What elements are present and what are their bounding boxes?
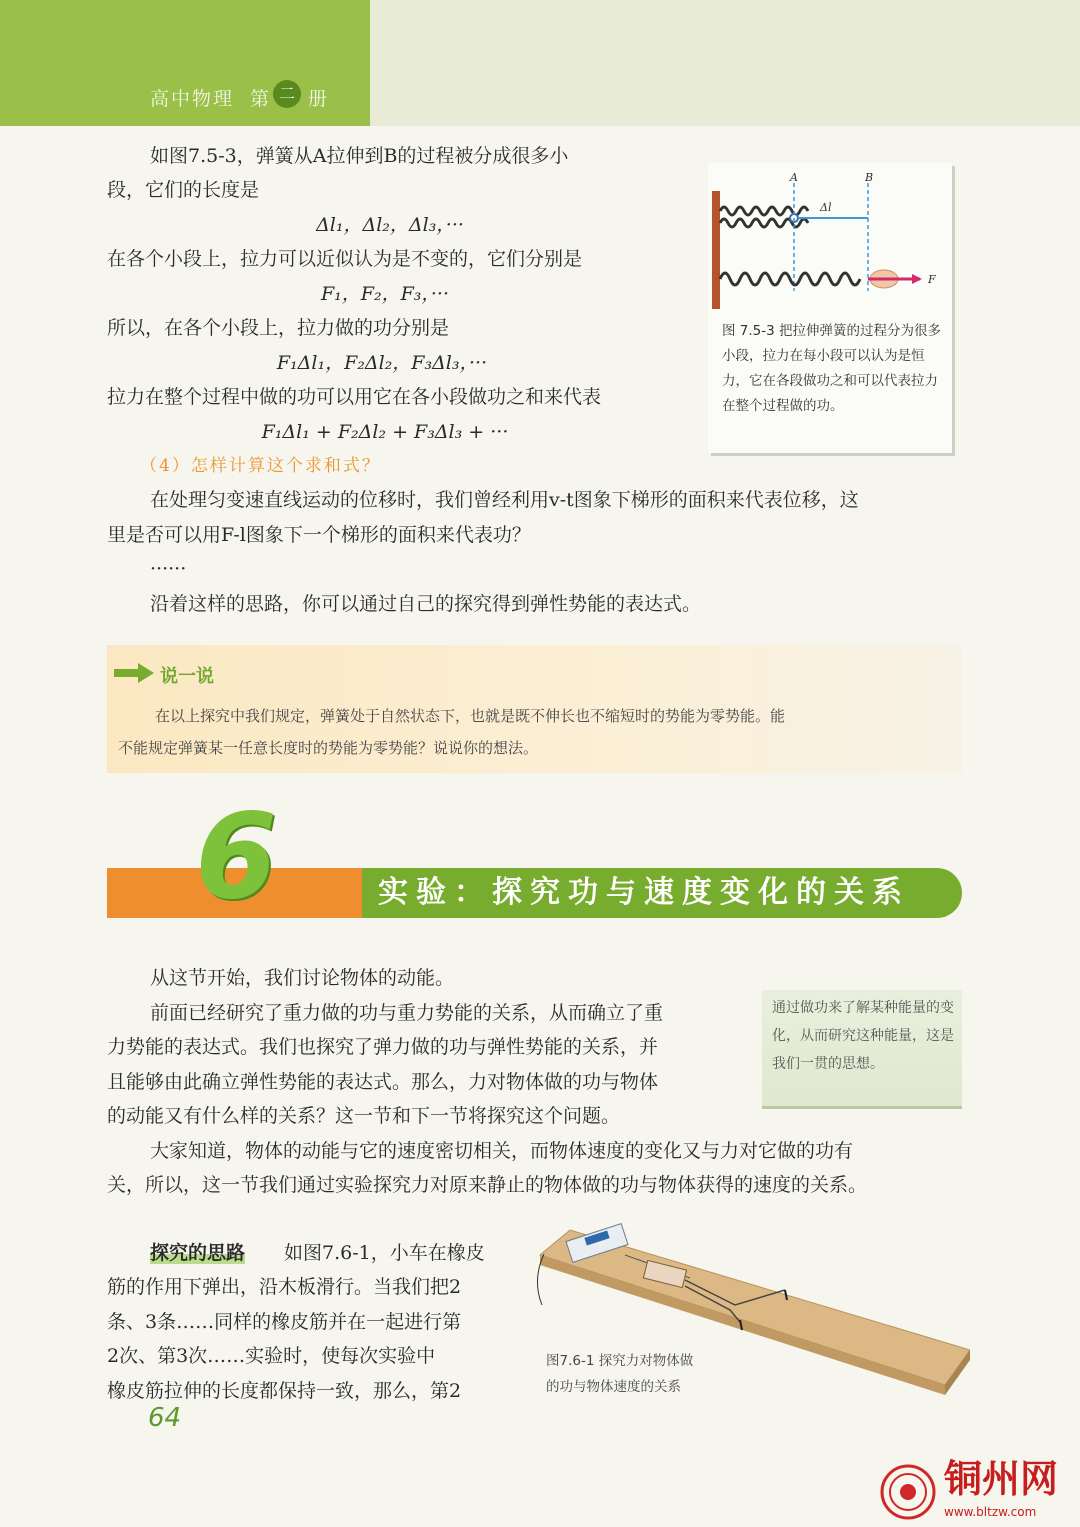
- spring-diagram: [708, 163, 952, 313]
- paragraph: 条、3条……同样的橡皮筋并在一起进行第: [107, 1311, 462, 1333]
- paragraph: 所以，在各个小段上，拉力做的功分别是: [107, 317, 450, 339]
- book-title: 高中物理: [150, 88, 235, 110]
- figure-spring: [708, 163, 952, 453]
- paragraph: 力势能的表达式。我们也探究了弹力做的功与弹性势能的关系，并: [107, 1036, 659, 1058]
- section-number: 6: [195, 787, 278, 925]
- caption-line: 图7.6-1 探究力对物体做: [546, 1353, 694, 1369]
- paragraph: 筋的作用下弹出，沿木板滑行。当我们把2: [107, 1276, 462, 1298]
- equation: Δl₁，Δl₂，Δl₃，···: [316, 214, 464, 236]
- paragraph: 在处理匀变速直线运动的位移时，我们曾经利用v-t图象下梯形的面积来代表位移，这: [150, 489, 859, 511]
- paragraph: 大家知道，物体的动能与它的速度密切相关，而物体速度的变化又与力对它做的功有: [150, 1140, 854, 1162]
- say-text: 不能规定弹簧某一任意长度时的势能为零势能？说说你的想法。: [118, 739, 539, 757]
- say-title: 说一说: [160, 666, 214, 687]
- volume-number: 二: [273, 80, 301, 108]
- wall: [712, 191, 720, 309]
- question-heading: （4）怎样计算这个求和式？: [140, 456, 381, 476]
- paragraph: 的动能又有什么样的关系？这一节和下一节将探究这个问题。: [107, 1105, 621, 1127]
- explore-heading: [150, 1236, 245, 1270]
- paragraph: 且能够由此确立弹性势能的表达式。那么，力对物体做的功与物体: [107, 1071, 659, 1093]
- section-title: 实验：探究功与速度变化的关系: [378, 875, 910, 910]
- side-note: [762, 990, 962, 1109]
- watermark-url: www.bltzw.com: [944, 1505, 1037, 1519]
- label-delta-l: Δl: [820, 201, 832, 214]
- paragraph: 段，它们的长度是: [107, 179, 260, 201]
- paragraph: 从这节开始，我们讨论物体的动能。: [150, 967, 455, 989]
- say-text: 在以上探究中我们规定，弹簧处于自然状态下，也就是既不伸长也不缩短时的势能为零势能。能: [155, 707, 786, 725]
- paragraph: 橡皮筋拉伸的长度都保持一致，那么，第2: [107, 1380, 462, 1402]
- paragraph: 如图7.5-3，弹簧从A拉伸到B的过程被分成很多小: [150, 145, 569, 167]
- force-arrow-head: [912, 274, 922, 284]
- label-b: B: [865, 171, 874, 184]
- volume-suffix: 册: [308, 88, 328, 110]
- page-number: 64: [148, 1403, 182, 1433]
- paragraph: 关，所以，这一节我们通过实验探究力对原来静止的物体做的功与物体获得的速度的关系。: [107, 1174, 868, 1196]
- caption-line: 的功与物体速度的关系: [546, 1379, 681, 1395]
- figure-caption: 图 7.5-3 把拉伸弹簧的过程分为很多小段，拉力在每小段可以认为是恒力，它在各段做功之和可以代表拉力在整个过程做的功。: [722, 323, 942, 414]
- label-f: F: [928, 273, 936, 286]
- paragraph: 2次、第3次……实验时，使每次实验中: [107, 1345, 436, 1367]
- paragraph: 里是否可以用F-l图象下一个梯形的面积来代表功？: [107, 524, 531, 546]
- volume-prefix: 第: [250, 88, 270, 110]
- watermark-seal-icon: [878, 1462, 938, 1522]
- header-band-light: [370, 0, 1080, 126]
- paragraph: 在各个小段上，拉力可以近似认为是不变的，它们分别是: [107, 248, 583, 270]
- paragraph: 前面已经研究了重力做的功与重力势能的关系，从而确立了重: [150, 1002, 664, 1024]
- watermark-name: 铜州网: [944, 1456, 1059, 1501]
- equation: F₁Δl₁，F₂Δl₂，F₃Δl₃，···: [276, 352, 488, 374]
- explore-heading-text: 探究的思路: [150, 1242, 246, 1264]
- label-a: A: [790, 171, 798, 184]
- equation: F₁，F₂，F₃，···: [320, 283, 450, 305]
- equation: F₁Δl₁ + F₂Δl₂ + F₃Δl₃ + ···: [261, 421, 509, 443]
- arrow-icon: [112, 662, 156, 684]
- spring-stretched: [720, 273, 860, 285]
- paragraph: 如图7.6-1，小车在橡皮: [284, 1242, 485, 1264]
- ellipsis: ······: [150, 558, 187, 580]
- paragraph: 沿着这样的思路，你可以通过自己的探究得到弹性势能的表达式。: [150, 593, 702, 615]
- paragraph: 拉力在整个过程中做的功可以用它在各小段做功之和来代表: [107, 386, 602, 408]
- side-note-text: 通过做功来了解某种能量的变化，从而研究这种能量，这是我们一贯的思想。: [772, 1000, 954, 1072]
- figure-caption: [546, 1348, 693, 1400]
